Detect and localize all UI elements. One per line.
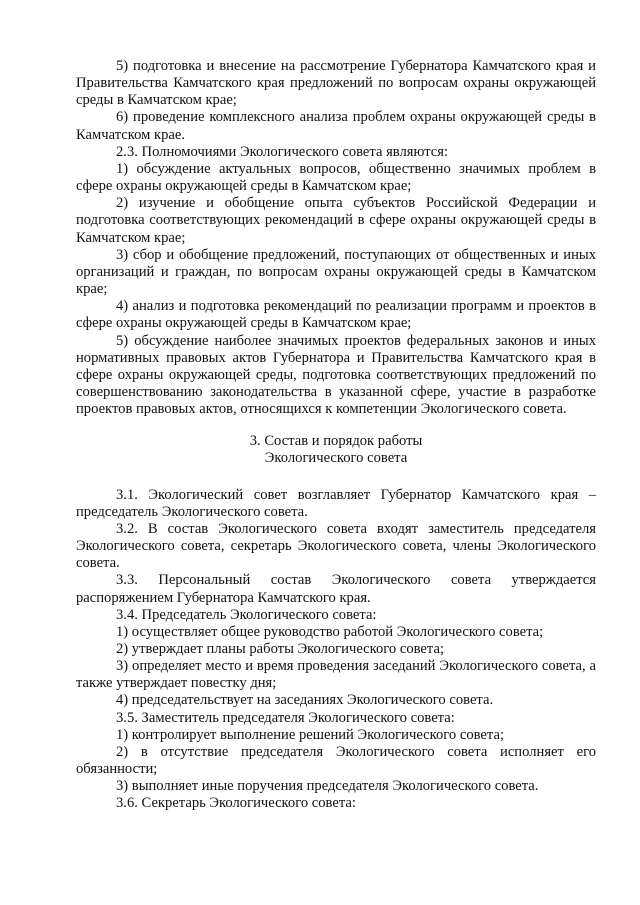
paragraph-3-6: 3.6. Секретарь Экологического совета: — [116, 795, 356, 812]
paragraph-3-3: 3.3. Персональный состав Экологического совета утверждается распоряжением Губернатора Камчатского края. — [76, 572, 596, 606]
paragraph-2-3-1: 1) обсуждение актуальных вопросов, общественно значимых проблем в сфере охраны окружающей среды в Камчатском крае; — [76, 160, 596, 195]
paragraph-2-3: 2.3. Полномочиями Экологического совета являются: — [116, 143, 448, 160]
paragraph-3-4-3: 3) определяет место и время проведения заседаний Экологического совета, а также утверждает повестку дня; — [76, 658, 596, 692]
paragraph-2-3-2: 2) изучение и обобщение опыта субъектов Российской Федерации и подготовка соответствующих рекомендаций в сфере охраны окружающей среды в Камчатском крае; — [76, 195, 596, 246]
paragraph-2-3-3: 3) сбор и обобщение предложений, поступающих от общественных и иных организаций и граждан, по вопросам охраны окружающей среды в Камчатском крае; — [76, 246, 596, 298]
paragraph-2-3-5: 5) обсуждение наиболее значимых проектов федеральных законов и иных нормативных правовых актов Губернатора и Правительства Камчатского края в сфере охраны окружающей среды, подготовка соответствующих предложений по совершенствованию законодательства в указанной сфере, участие в разработке проектов правовых актов, относящихся к компетенции Экологического совета. — [76, 332, 596, 418]
paragraph-3-5-3: 3) выполняет иные поручения председателя Экологического совета. — [116, 778, 539, 795]
paragraph-3-4-4: 4) председательствует на заседаниях Экологического совета. — [116, 692, 494, 709]
paragraph-3-4: 3.4. Председатель Экологического совета: — [116, 606, 377, 623]
paragraph-3-5: 3.5. Заместитель председателя Экологического совета: — [116, 709, 455, 726]
paragraph-3-5-2: 2) в отсутствие председателя Экологического совета исполняет его обязанности; — [76, 743, 596, 778]
section-3-title-line-2: Экологического совета — [264, 450, 408, 467]
paragraph-3-1: 3.1. Экологический совет возглавляет Губернатор Камчатского края – председатель Экологического совета. — [76, 486, 596, 520]
paragraph-3-4-2: 2) утверждает планы работы Экологического совета; — [116, 641, 444, 657]
paragraph-2-2-5: 5) подготовка и внесение на рассмотрение Губернатора Камчатского края и Правительства Камчатского края предложений по вопросам охраны окружающей среды в Камчатском крае; — [76, 58, 596, 109]
paragraph-2-2-6: 6) проведение комплексного анализа проблем охраны окружающей среды в Камчатском крае. — [76, 109, 596, 143]
paragraph-3-4-1: 1) осуществляет общее руководство работой Экологического совета; — [116, 623, 544, 640]
paragraph-2-3-4: 4) анализ и подготовка рекомендаций по реализации программ и проектов в сфере охраны окружающей среды в Камчатском крае; — [76, 298, 596, 332]
paragraph-3-2: 3.2. В состав Экологического совета входят заместитель председателя Экологического совета, секретарь Экологического совета, члены Экологического совета. — [76, 520, 596, 572]
section-3-title-line-1: 3. Состав и порядок работы — [249, 433, 423, 450]
paragraph-3-5-1: 1) контролирует выполнение решений Экологического совета; — [116, 726, 504, 743]
